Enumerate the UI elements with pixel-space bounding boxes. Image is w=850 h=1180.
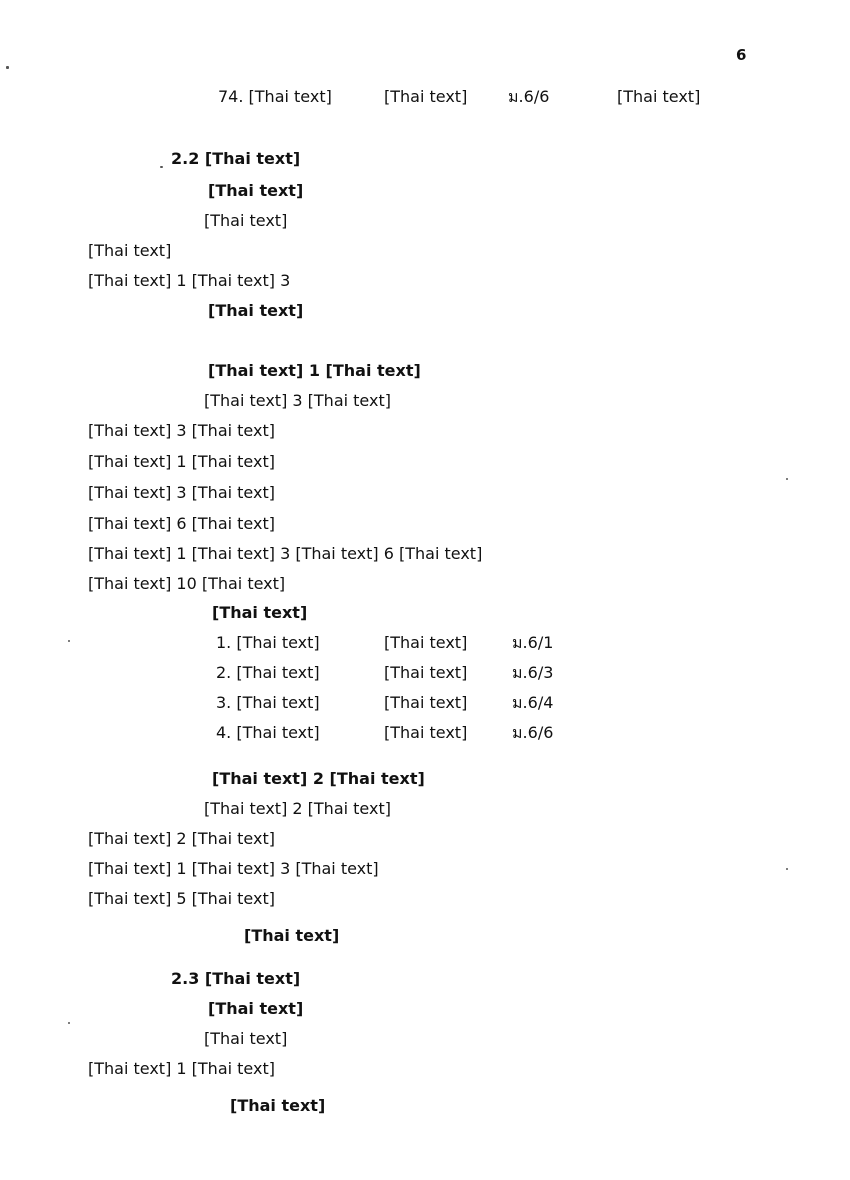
paragraph-line: [Thai text] bbox=[88, 241, 172, 260]
section-2-3-excellent-title: [Thai text] bbox=[208, 999, 304, 1018]
student-activity: [Thai text] bbox=[617, 87, 701, 106]
student-row bbox=[0, 632, 850, 654]
student-row bbox=[0, 662, 850, 684]
student-row bbox=[0, 722, 850, 744]
music-performance-subheading: [Thai text] bbox=[212, 603, 308, 622]
student-row-74 bbox=[0, 86, 850, 108]
no-nominee-note: [Thai text] bbox=[208, 301, 304, 320]
paragraph-line: [Thai text] 6 [Thai text] bbox=[88, 514, 275, 533]
student-class: ม.6/6 bbox=[512, 723, 554, 742]
scan-speck bbox=[786, 868, 788, 870]
student-class: ม.6/3 bbox=[512, 663, 554, 682]
scan-speck bbox=[68, 1022, 70, 1024]
section-2-2-heading: 2.2 [Thai text] bbox=[171, 149, 301, 168]
student-surname: [Thai text] bbox=[384, 633, 468, 652]
section-2-2-first-rank-title: [Thai text] 1 [Thai text] bbox=[208, 361, 421, 380]
paragraph-line: [Thai text] 5 [Thai text] bbox=[88, 889, 275, 908]
student-surname: [Thai text] bbox=[384, 663, 468, 682]
student-row bbox=[0, 692, 850, 714]
student-surname: [Thai text] bbox=[384, 693, 468, 712]
student-name: 74. [Thai text] bbox=[218, 87, 332, 106]
paragraph-line: [Thai text] 10 [Thai text] bbox=[88, 574, 286, 593]
student-surname: [Thai text] bbox=[384, 87, 468, 106]
section-2-3-heading: 2.3 [Thai text] bbox=[171, 969, 301, 988]
no-nominee-note: [Thai text] bbox=[244, 926, 340, 945]
scan-speck bbox=[160, 166, 163, 168]
paragraph-line: [Thai text] bbox=[204, 211, 288, 230]
student-surname: [Thai text] bbox=[384, 723, 468, 742]
paragraph-line: [Thai text] 1 [Thai text] bbox=[88, 1059, 275, 1078]
student-class: ม.6/6 bbox=[508, 87, 550, 106]
page-number: 6 bbox=[736, 46, 747, 64]
student-class: ม.6/1 bbox=[512, 633, 554, 652]
paragraph-line: [Thai text] 3 [Thai text] bbox=[88, 421, 275, 440]
paragraph-line: [Thai text] 1 [Thai text] bbox=[88, 452, 275, 471]
section-2-2-excellent-title: [Thai text] bbox=[208, 181, 304, 200]
student-name: 1. [Thai text] bbox=[216, 633, 320, 652]
paragraph-line: [Thai text] 1 [Thai text] 3 [Thai text] 6 [Thai text] bbox=[88, 544, 483, 563]
paragraph-line: [Thai text] bbox=[204, 1029, 288, 1048]
paragraph-line: [Thai text] 3 [Thai text] bbox=[88, 483, 275, 502]
paragraph-line: [Thai text] 1 [Thai text] 3 bbox=[88, 271, 291, 290]
scan-speck bbox=[6, 66, 9, 69]
student-name: 3. [Thai text] bbox=[216, 693, 320, 712]
section-2-2-second-rank-title: [Thai text] 2 [Thai text] bbox=[212, 769, 425, 788]
paragraph-line: [Thai text] 3 [Thai text] bbox=[204, 391, 391, 410]
scan-speck bbox=[786, 478, 788, 480]
scan-speck bbox=[68, 640, 70, 642]
paragraph-line: [Thai text] 1 [Thai text] 3 [Thai text] bbox=[88, 859, 379, 878]
paragraph-line: [Thai text] 2 [Thai text] bbox=[88, 829, 275, 848]
no-nominee-note: [Thai text] bbox=[230, 1096, 326, 1115]
paragraph-line: [Thai text] 2 [Thai text] bbox=[204, 799, 391, 818]
student-name: 4. [Thai text] bbox=[216, 723, 320, 742]
student-class: ม.6/4 bbox=[512, 693, 554, 712]
student-name: 2. [Thai text] bbox=[216, 663, 320, 682]
